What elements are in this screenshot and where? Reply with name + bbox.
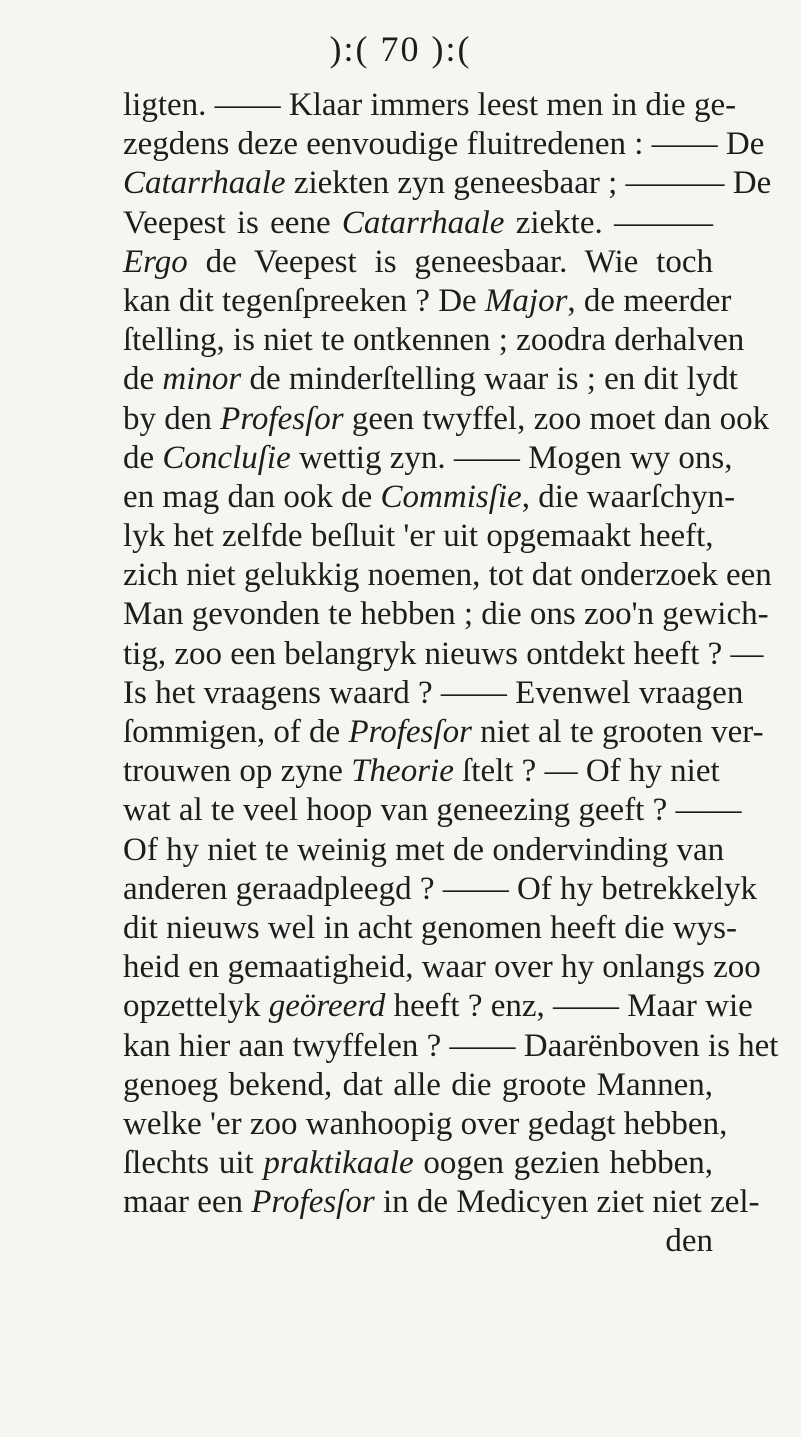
text-run: Is het vraagens waard ? —— Evenwel vraagen	[123, 674, 744, 711]
text-line	[123, 791, 742, 830]
text-line	[123, 1222, 713, 1261]
text-run: ziekten zyn geneesbaar ; ——— De	[285, 165, 772, 202]
text-line	[123, 595, 769, 634]
text-run: kan hier aan twyffelen ? —— Daarënboven is het	[123, 1027, 779, 1064]
text-run: genoeg bekend, dat alle die groote Mannen,	[123, 1066, 713, 1103]
text-run: ziekte. ———	[504, 204, 713, 241]
text-line	[123, 517, 713, 556]
italic-word: Concluſie	[162, 439, 291, 476]
text-line	[123, 282, 732, 321]
text-line	[123, 1105, 728, 1144]
page-header: ):( 70 ):(	[329, 29, 472, 69]
text-run: de	[123, 439, 163, 476]
text-line	[123, 439, 733, 478]
text-run: wat al te veel hoop van geneezing geeft ? ——	[123, 792, 742, 829]
text-run: de minderſtelling waar is ; en dit lydt	[241, 361, 738, 398]
text-run: dit nieuws wel in acht genomen heeft die wys-	[123, 909, 737, 946]
text-run: wettig zyn. —— Mogen wy ons,	[290, 439, 733, 476]
italic-word: Ergo	[123, 243, 188, 280]
text-run: Veepest is eene	[123, 204, 342, 241]
text-run: oogen gezien hebben,	[413, 1145, 713, 1182]
text-line	[123, 987, 753, 1026]
text-run: ſommigen, of de	[123, 714, 349, 750]
italic-word: geöreerd	[268, 988, 386, 1025]
text-line	[123, 1066, 713, 1105]
italic-word: Catarrhaale	[341, 204, 505, 241]
text-run: , die waarſchyn-	[521, 478, 736, 515]
text-run: zich niet gelukkig noemen, tot dat onderzoek een	[123, 557, 772, 594]
text-line	[123, 713, 764, 752]
text-run: kan dit tegenſpreeken ? De	[123, 282, 485, 319]
text-run: den	[665, 1223, 713, 1260]
text-line	[123, 478, 736, 517]
italic-word: Profesſor	[251, 1184, 375, 1221]
text-line	[123, 870, 758, 909]
text-line	[123, 243, 713, 282]
text-line	[123, 1144, 713, 1183]
text-line	[123, 1183, 760, 1222]
text-line	[123, 674, 744, 713]
text-run: zegdens deze eenvoudige fluitredenen : —— De	[123, 126, 765, 163]
text-run: Man gevonden te hebben ; die ons zoo'n gewich-	[123, 596, 769, 633]
text-line	[123, 204, 713, 243]
text-run: ſtelling, is niet te ontkennen ; zoodra derhalven	[123, 322, 745, 359]
text-run: ſlechts uit	[123, 1145, 264, 1182]
text-run: Of hy niet te weinig met de ondervinding van	[123, 831, 725, 868]
text-run: maar een	[123, 1184, 252, 1221]
text-line	[123, 752, 720, 791]
text-line	[123, 635, 764, 674]
text-line	[123, 948, 761, 987]
italic-word: Profesſor	[220, 400, 344, 437]
text-run: ſtelt ? — Of hy niet	[453, 753, 720, 790]
text-line	[123, 360, 738, 399]
text-run: trouwen op zyne	[123, 753, 352, 790]
text-run: ligten. —— Klaar immers leest men in die ge-	[123, 87, 737, 123]
body-text	[123, 86, 779, 1262]
text-line	[123, 400, 770, 439]
text-run: in de Medicyen ziet niet zel-	[374, 1184, 760, 1221]
text-run: niet al te grooten ver-	[471, 714, 764, 750]
text-run: opzettelyk	[123, 988, 269, 1025]
italic-word: Catarrhaale	[123, 165, 286, 202]
italic-word: Commisſie	[380, 478, 522, 515]
text-line	[123, 321, 745, 360]
text-line	[123, 831, 725, 870]
text-run: by den	[123, 400, 221, 437]
text-run: welke 'er zoo wanhoopig over gedagt hebben,	[123, 1105, 728, 1142]
text-line	[123, 86, 737, 125]
italic-word: praktikaale	[263, 1145, 414, 1182]
text-run: lyk het zelfde beſluit 'er uit opgemaakt heeft,	[123, 518, 714, 555]
text-run: heeft ? enz, —— Maar wie	[385, 988, 753, 1025]
text-line	[123, 164, 772, 203]
italic-word: Profesſor	[348, 714, 472, 750]
text-run: de	[123, 361, 163, 398]
text-line	[123, 556, 772, 595]
text-run: de Veepest is geneesbaar. Wie toch	[187, 243, 713, 280]
text-line	[123, 909, 737, 948]
italic-word: Major	[484, 282, 568, 319]
text-run: en mag dan ook de	[123, 478, 381, 515]
italic-word: minor	[162, 361, 242, 398]
text-line	[123, 1027, 779, 1066]
text-run: anderen geraadpleegd ? —— Of hy betrekkelyk	[123, 870, 758, 907]
italic-word: Theorie	[351, 753, 454, 790]
text-run: tig, zoo een belangryk nieuws ontdekt heeft ? —	[123, 635, 764, 672]
text-run: , de meerder	[567, 282, 732, 319]
text-run: heid en gemaatigheid, waar over hy onlangs zoo	[123, 949, 761, 986]
text-run: geen twyffel, zoo moet dan ook	[343, 400, 770, 437]
text-line	[123, 125, 765, 164]
